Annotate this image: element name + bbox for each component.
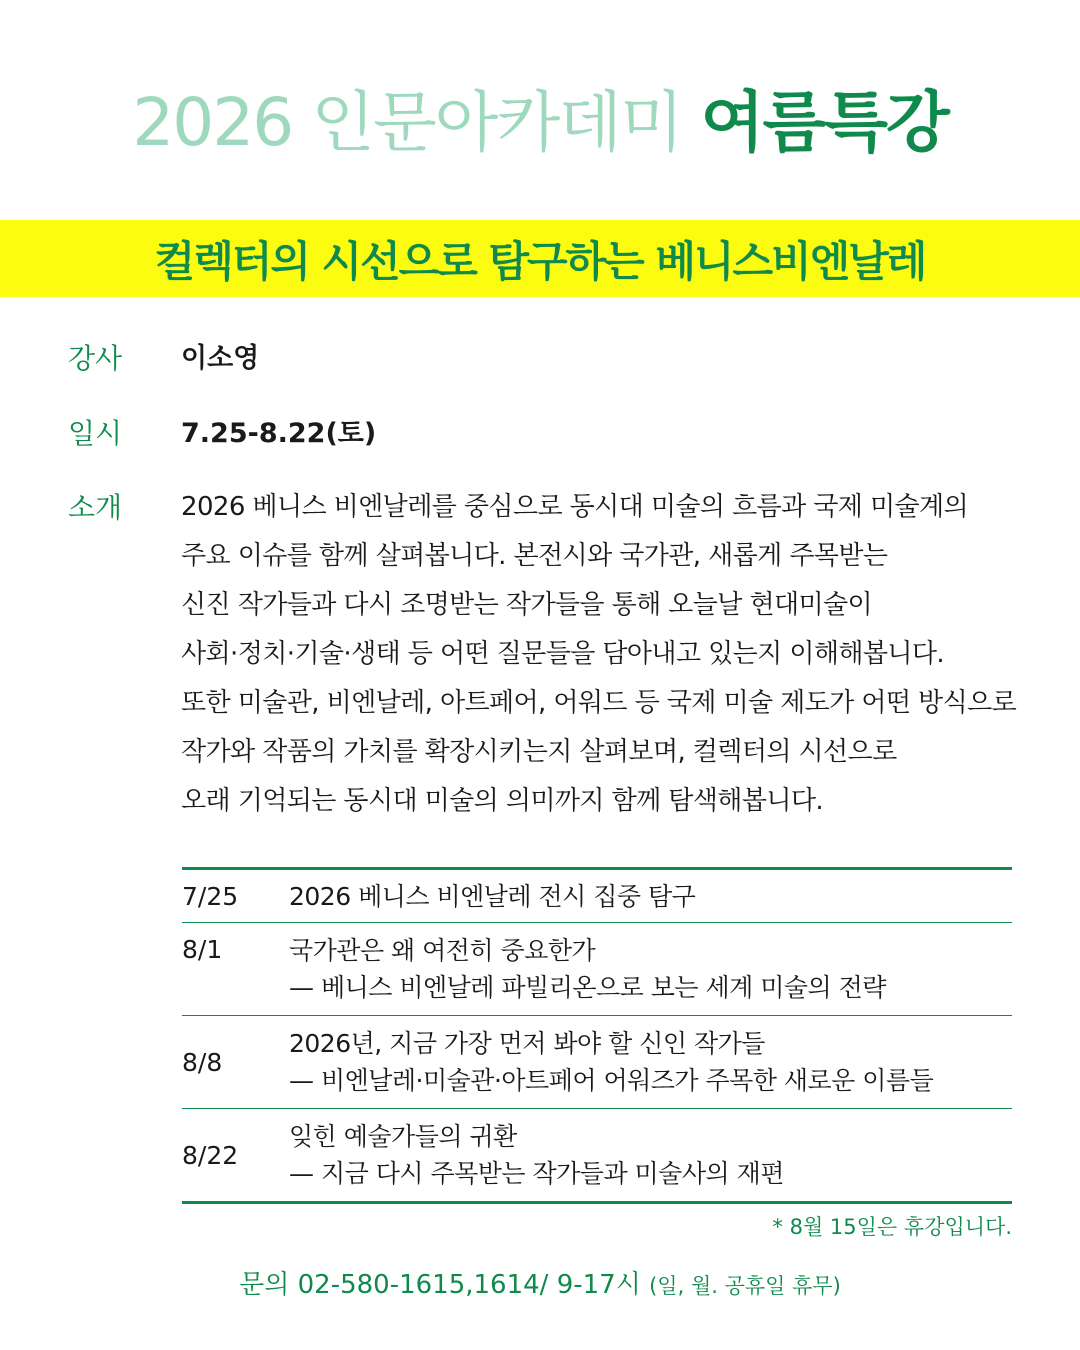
subtitle-banner bbox=[0, 220, 1080, 297]
schedule-table bbox=[182, 867, 1012, 1204]
schedule-date: 8/1 bbox=[182, 935, 223, 964]
intro-text bbox=[181, 483, 1016, 826]
holiday-note: * 8월 15일은 휴강입니다. bbox=[772, 1215, 1012, 1239]
intro-line: 신진 작가들과 다시 조명받는 작가들을 통해 오늘날 현대미술이 bbox=[181, 590, 873, 620]
schedule-date: 8/8 bbox=[182, 1047, 223, 1077]
schedule-row bbox=[182, 923, 1012, 1016]
topic-subline: — 베니스 비엔날레 파빌리온으로 보는 세계 미술의 전략 bbox=[289, 973, 886, 1002]
intro-line: 사회·정치·기술·생태 등 어떤 질문들을 담아내고 있는지 이해해봅니다. bbox=[181, 639, 945, 669]
title-bold: 여름특강 bbox=[700, 84, 948, 161]
contact-info bbox=[0, 1265, 1080, 1306]
banner-text: 컬렉터의 시선으로 탐구하는 베니스비엔날레 bbox=[154, 236, 926, 286]
lecturer-value: 이소영 bbox=[181, 343, 260, 374]
topic-line: 2026 베니스 비엔날레 전시 집중 탐구 bbox=[289, 881, 696, 911]
intro-line: 오래 기억되는 동시대 미술의 의미까지 함께 탐색해봅니다. bbox=[181, 786, 824, 816]
topic-line: 국가관은 왜 여전히 중요한가 bbox=[289, 936, 596, 965]
schedule-row bbox=[182, 1109, 1012, 1201]
lecturer-label: 강사 bbox=[68, 342, 123, 375]
contact-main: 문의 02-580-1615,1614/ 9-17시 bbox=[239, 1270, 641, 1300]
intro-line: 주요 이슈를 함께 살펴봅니다. 본전시와 국가관, 새롭게 주목받는 bbox=[181, 541, 888, 571]
intro-line: 또한 미술관, 비엔날레, 아트페어, 어워드 등 국제 미술 제도가 어떤 방식으로 bbox=[181, 688, 1017, 718]
schedule-date: 8/22 bbox=[182, 1140, 239, 1170]
contact-sub: (일, 월. 공휴일 휴무) bbox=[649, 1274, 841, 1298]
topic-line: 잊힌 예술가들의 귀환 bbox=[289, 1122, 517, 1151]
schedule-topic bbox=[289, 1025, 933, 1099]
topic-subline: — 지금 다시 주목받는 작가들과 미술사의 재편 bbox=[289, 1159, 784, 1188]
intro-line: 작가와 작품의 가치를 확장시키는지 살펴보며, 컬렉터의 시선으로 bbox=[181, 737, 897, 767]
schedule-row bbox=[182, 870, 1012, 923]
topic-subline: — 비엔날레·미술관·아트페어 어워즈가 주목한 새로운 이름들 bbox=[289, 1066, 934, 1095]
schedule-date: 7/25 bbox=[182, 881, 239, 911]
intro-label: 소개 bbox=[68, 491, 123, 524]
intro-line: 2026 베니스 비엔날레를 중심으로 동시대 미술의 흐름과 국제 미술계의 bbox=[181, 492, 969, 522]
page-title bbox=[0, 78, 1080, 168]
topic-line: 2026년, 지금 가장 먼저 봐야 할 신인 작가들 bbox=[289, 1029, 765, 1058]
schedule-topic bbox=[289, 1118, 784, 1192]
date-value: 7.25-8.22(토) bbox=[181, 418, 377, 449]
schedule-topic bbox=[289, 878, 695, 915]
schedule-row bbox=[182, 1016, 1012, 1109]
schedule-topic bbox=[289, 932, 886, 1006]
date-label: 일시 bbox=[68, 417, 123, 450]
title-light: 2026 인문아카데미 bbox=[132, 84, 682, 161]
